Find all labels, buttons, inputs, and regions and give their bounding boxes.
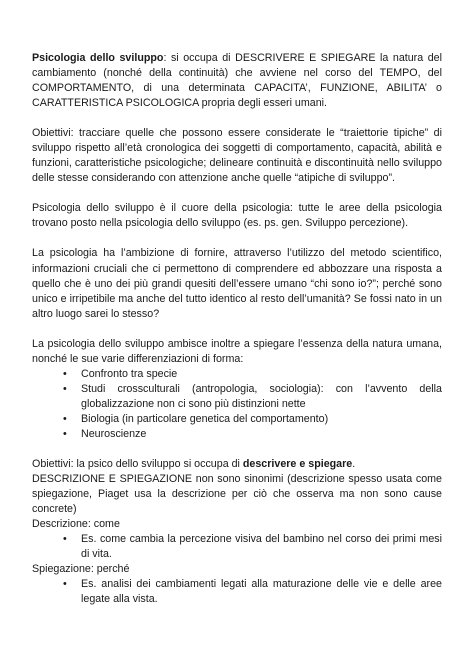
forms-list (32, 367, 442, 442)
list-item (32, 577, 442, 607)
bullet-icon: • (63, 578, 67, 591)
bullet-icon: • (63, 367, 67, 380)
intro-paragraph (32, 51, 442, 111)
list-item-text: Neuroscienze (81, 427, 147, 440)
description-list (32, 532, 442, 562)
paragraph-gap (32, 442, 442, 457)
list-item-text: Biologia (in particolare genetica del comportamento) (81, 412, 329, 425)
paragraph-gap (32, 322, 442, 337)
bullet-icon: • (63, 382, 67, 395)
objectives2-bold: descrivere e spiegare (242, 458, 353, 471)
objectives2-prefix: Obiettivi: la psico dello sviluppo si occupa di (32, 458, 243, 471)
list-item-text: Es. come cambia la percezione visiva del bambino nel corso dei primi mesi di vita. (81, 533, 442, 561)
objectives2-suffix: . (352, 458, 356, 471)
list-item (32, 427, 442, 442)
list-item-text: Es. analisi dei cambiamenti legati alla maturazione delle vie e delle aree legate alla vista. (81, 578, 442, 606)
list-item (32, 382, 442, 412)
synonyms-paragraph: DESCRIZIONE E SPIEGAZIONE non sono sinonimi (descrizione spesso usata come spiegazione, Piaget usa la descrizione per ciò che osserva ma non sono cause concrete) (32, 473, 442, 516)
bullet-icon: • (63, 533, 67, 546)
heart-paragraph: Psicologia dello sviluppo è il cuore della psicologia: tutte le aree della psicologia trovano posto nella psicologia dello sviluppo (es. ps. gen. Sviluppo percezione). (32, 202, 442, 230)
document-body (32, 51, 442, 608)
intro-title: Psicologia dello sviluppo (32, 52, 164, 64)
objectives2-paragraph (32, 457, 442, 472)
list-item (32, 367, 442, 382)
description-label: Descrizione: come (32, 518, 120, 531)
paragraph-gap (32, 231, 442, 246)
bullet-icon: • (63, 427, 67, 440)
bullet-icon: • (63, 412, 67, 425)
paragraph-gap (32, 186, 442, 201)
explanation-list (32, 577, 442, 607)
intro-text: : si occupa di DESCRIVERE E SPIEGARE la natura del cambiamento (nonché della continuità) che avviene nel corso del TEMPO, del COMPORTAMENTO, di una determinata CAPACITA’, FUNZIONE, ABILITA’ o CARATTERISTICA PSICOLOGICA propria degli esseri umani. (32, 52, 442, 110)
essence-paragraph: La psicologia dello sviluppo ambisce inoltre a spiegare l’essenza della natura umana, nonché le sue varie differenziazioni di forma: (32, 337, 442, 365)
list-item (32, 532, 442, 562)
list-item-text: Studi crossculturali (antropologia, sociologia): con l’avvento della globalizzazione non ci sono più distinzioni nette (81, 382, 442, 410)
paragraph-gap (32, 111, 442, 126)
list-item-text: Confronto tra specie (81, 367, 178, 380)
explanation-label: Spiegazione: perché (32, 563, 130, 576)
objectives-paragraph: Obiettivi: tracciare quelle che possono essere considerate le “traiettorie tipiche” di sviluppo rispetto all’età cronologica dei soggetti di comportamento, capacità, abilità e funzioni, caratteristiche psicologiche; delineare continuità e discontinuità nello sviluppo delle stesse considerando con attenzione anche quelle “atipiche di sviluppo”. (32, 127, 442, 185)
list-item (32, 412, 442, 427)
ambition-paragraph: La psicologia ha l’ambizione di fornire, attraverso l’utilizzo del metodo scientifico, informazioni cruciali che ci permettono di comprendere ed abbozzare una risposta a quello che è uno dei più grandi quesiti dell’essere umano “chi sono io?”; perché sono unico e irripetibile ma anche del tutto identico al resto dell’umanità? Se fossi nato in un altro luogo sarei lo stesso? (32, 247, 442, 320)
